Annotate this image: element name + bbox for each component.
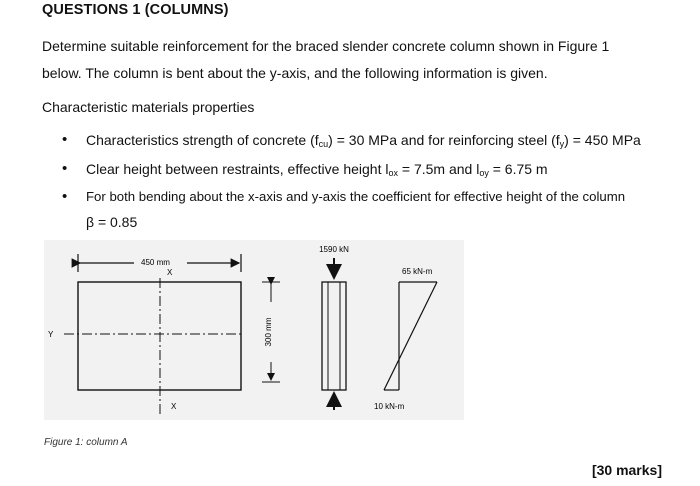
text: • For both bending about the x-axis and y-axis the coefficient for effective height of the column [86,189,626,204]
question-heading: QUESTIONS 1 (COLUMNS) [42,2,229,18]
text: ) = 30 MPa and for reinforcing steel (f [328,132,560,148]
subscript: ox [388,167,398,178]
moment-diagram [374,267,437,411]
figure-drawing [44,240,464,420]
figure-caption: Figure 1: column A [44,437,128,448]
materials-heading: Characteristic materials properties [42,99,255,115]
column-elevation [319,245,349,410]
x-axis-label-bottom: X [171,402,177,411]
text: β = 0.85 [86,213,138,230]
height-label: 300 mm [264,317,273,347]
marks-label: [30 marks] [591,462,662,478]
moment-top-label: 65 kN-m [402,267,433,276]
x-axis-label-top: X [167,268,173,277]
intro-paragraph [42,33,667,87]
subscript: cu [318,139,329,149]
text: Characteristics strength of concrete (f [86,132,319,148]
list-item-effective-height [62,157,672,186]
list-item-concrete-strength [62,128,672,157]
text: = 6.75 m [488,160,548,177]
figure-column-a [44,240,464,420]
width-label: 450 mm [141,258,170,267]
moment-bottom-label: 10 kN-m [374,402,405,411]
subscript: oy [479,167,489,178]
width-dimension [78,254,241,277]
height-dimension [262,282,280,382]
text: = 7.5m and l [398,160,480,177]
subscript: y [559,139,565,149]
text: ) = 450 MPa [564,132,641,148]
intro-line-2: below. The column is bent about the y-axis, and the following information is given. [42,65,548,81]
text: Clear height between restraints, effective height l [86,160,389,177]
properties-list [62,128,672,234]
list-item-beta [62,185,672,234]
y-axis-label: Y [48,330,54,339]
axial-load-label: 1590 kN [319,245,349,254]
intro-line-1: Determine suitable reinforcement for the braced slender concrete column shown in Figure 1 [42,38,610,54]
